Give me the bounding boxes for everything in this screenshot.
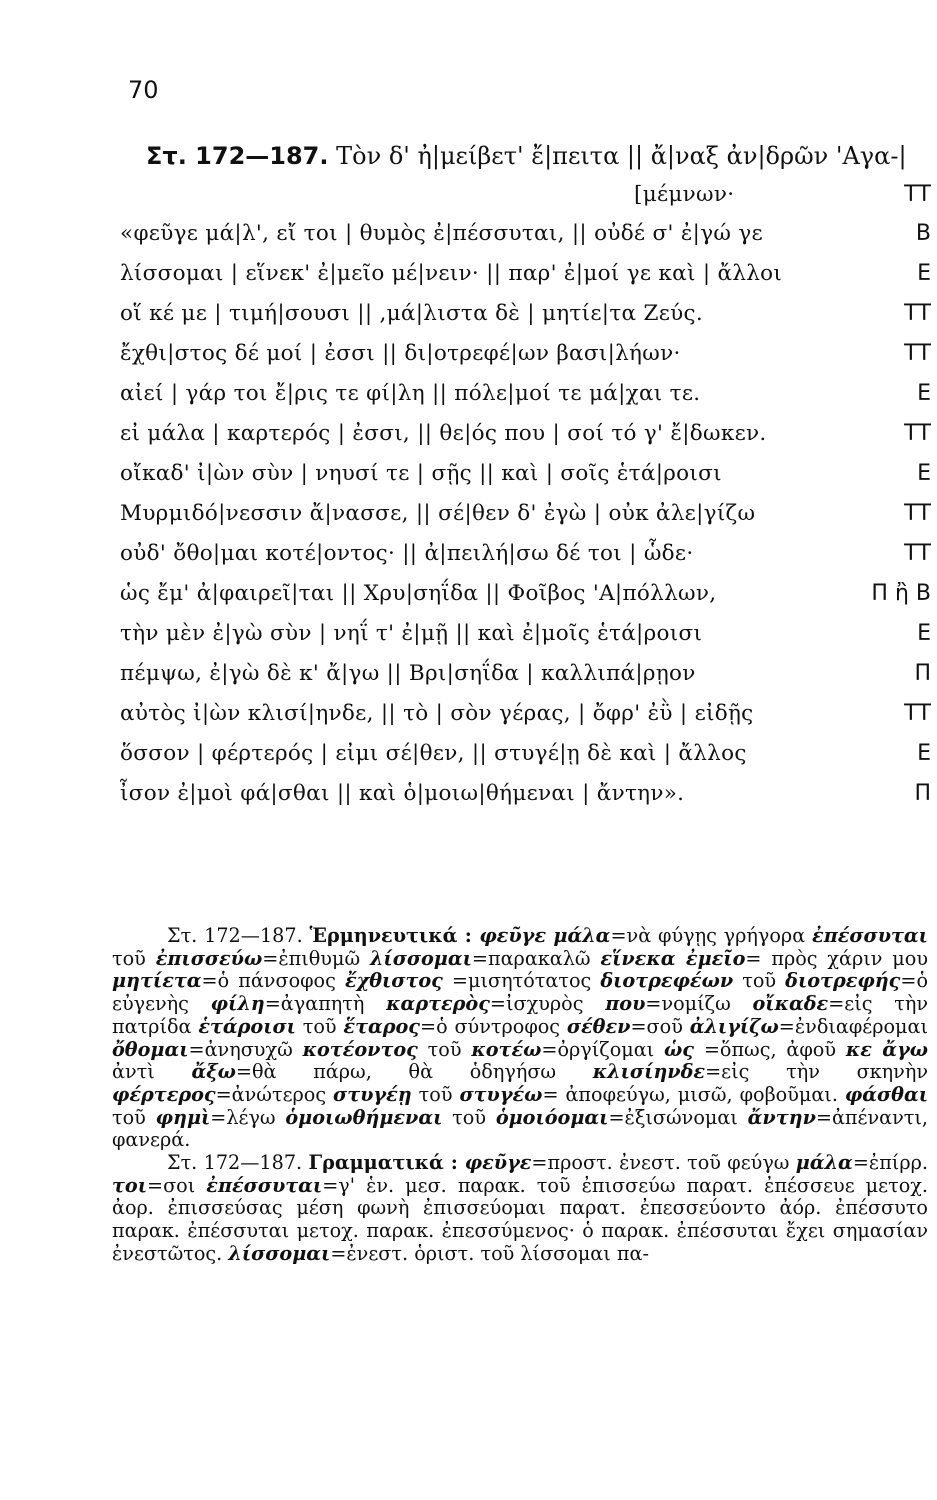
- section-heading-label: Στ. 172—187.: [146, 142, 329, 170]
- glossed-term: ἑτάροισι: [198, 1014, 296, 1038]
- verse-line: οἴκαδ' ἰ|ὼν σὺν | νηυσί τε | σῇς || καὶ | σοῖς ἑτά|ροισι: [120, 461, 722, 486]
- glossed-term: ὁμοιόομαι: [495, 1105, 609, 1129]
- verse-line: «φεῦγε μά|λ', εἴ τοι | θυμὸς ἐ|πέσσυται, || οὐδέ σ' ἐ|γώ γε: [120, 221, 763, 246]
- verse-line: οὐδ' ὄθο|μαι κοτέ|οντος· || ἀ|πειλή|σω δέ τοι | ὧδε·: [120, 541, 694, 566]
- note-text: τοῦ: [295, 1014, 344, 1038]
- meter-mark: ΤΤ: [904, 421, 931, 446]
- meter-mark: Ε: [917, 621, 931, 646]
- section-heading: [146, 142, 907, 170]
- grammatika-paragraph: [112, 1152, 928, 1266]
- meter-mark: Π: [914, 781, 931, 806]
- note-text: τοῦ: [733, 969, 786, 993]
- meter-mark: ΤΤ: [904, 501, 931, 526]
- glossed-term: ἐπέσσυται: [206, 1173, 323, 1197]
- meter-mark: ΤΤ: [904, 341, 931, 366]
- note-text: =ἐξισώνομαι: [608, 1105, 748, 1129]
- glossed-term: ἐπέσσυται: [812, 924, 928, 947]
- glossed-term: φάσθαι: [844, 1082, 929, 1106]
- meter-mark: Π ἢ Β: [871, 581, 931, 606]
- meter-mark: ΤΤ: [904, 541, 931, 566]
- glossed-term: εἵνεκα ἐμεῖο: [600, 946, 746, 970]
- verse-line: ὅσσον | φέρτερός | εἰμι σέ|θεν, || στυγέ|ῃ δὲ καὶ | ἄλλος: [120, 741, 747, 766]
- verse-line: οἵ κέ με | τιμή|σουσι || ,μά|λιστα δὲ | μητίε|τα Ζεύς.: [120, 301, 703, 326]
- verse-line: Μυρμιδό|νεσσιν ἄ|νασσε, || σέ|θεν δ' ἐγὼ | οὐκ ἀλε|γίζω: [120, 501, 756, 526]
- glossed-term: φέρτερος: [112, 1082, 216, 1106]
- meter-mark: Ε: [917, 741, 931, 766]
- glossed-term: ἔχθιστος: [344, 969, 443, 993]
- glossed-term: στυγέω: [459, 1082, 543, 1106]
- glossed-term: στυγέῃ: [333, 1082, 412, 1106]
- note-text: =ὅπως, ἀφοῦ: [693, 1037, 846, 1061]
- note-text: τοῦ: [411, 1082, 460, 1106]
- verse-line: ἔχθι|στος δέ μοί | ἐσσι || δι|οτρεφέ|ων βασι|λήων·: [120, 341, 681, 366]
- note-text: =νομίζω: [645, 992, 753, 1016]
- glossed-term: διοτρεφέων: [600, 969, 734, 993]
- note-text: =εἰς τὴν πατρίδα: [112, 992, 928, 1038]
- section-label: Γραμματικά :: [308, 1151, 465, 1175]
- meter-mark: Ε: [917, 381, 931, 406]
- note-text: =ἀνώτερος: [215, 1082, 334, 1106]
- glossed-term: καρτερὸς: [386, 992, 490, 1016]
- glossed-term: φεῦγε: [464, 1151, 532, 1175]
- verse-line: εἰ μάλα | καρτερός | ἐσσι, || θε|ός που | σοί τό γ' ἔ|δωκεν.: [120, 421, 767, 446]
- verse-line: πέμψω, ἐ|γὼ δὲ κ' ἄ|γω || Βρι|σηΐδα | καλλιπά|ρῃον: [120, 661, 696, 686]
- meter-mark: ΤΤ: [904, 701, 931, 726]
- verse-line: ἶσον ἐ|μοὶ φά|σθαι || καὶ ὁ|μοιω|θήμεναι | ἄντην».: [120, 781, 685, 806]
- glossed-term: οἴκαδε: [752, 992, 829, 1016]
- note-text: =θὰ πάρω, θὰ ὁδηγήσω: [235, 1060, 593, 1084]
- note-text: τοῦ: [417, 1037, 472, 1061]
- note-text: =γ' ἑν. μεσ. παρακ. τοῦ ἐπισσεύω παρατ. ἐπέσσευε μετοχ. ἀορ. ἐπισσεύσας μέση φωνὴ ἐπισσεύομαι παρατ. ἐπεσσεύοντο ἀόρ. ἐπέσσυτο παρακ. ἐπέσσυται μετοχ. παρακ. ἐπεσσύμενος· ὁ παρακ. ἐπέσσυται ἔχει σημασίαν ἐνεστῶτος.: [112, 1173, 928, 1265]
- glossed-term: ἐπισσεύω: [155, 946, 263, 970]
- verse-line: λίσσομαι | εἵνεκ' ἐ|μεῖο μέ|νειν· || παρ' ἐ|μοί γε καὶ | ἄλλοι: [120, 261, 783, 286]
- glossed-term: κλισίηνδε: [592, 1060, 706, 1084]
- meter-mark: ΤΤ: [904, 182, 931, 207]
- note-text: =ἐπιθυμῶ: [262, 946, 370, 970]
- glossed-term: ἄξω: [191, 1060, 236, 1084]
- section-label: Ἑρμηνευτικά :: [309, 924, 480, 947]
- glossed-term: ὡς: [664, 1037, 694, 1061]
- glossed-term: ἕταρος: [343, 1014, 420, 1038]
- glossed-term: φίλη: [210, 992, 265, 1016]
- note-text: τοῦ: [112, 946, 156, 970]
- hermeneutika-paragraph: [112, 925, 928, 1152]
- glossed-term: ἄντην: [747, 1105, 816, 1129]
- note-text: =σοι: [147, 1173, 207, 1197]
- meter-mark: Β: [915, 221, 931, 246]
- note-text: =λέγω: [210, 1105, 286, 1129]
- note-text: =ἰσχυρὸς: [489, 992, 606, 1016]
- note-text: Στ. 172—187.: [167, 1151, 309, 1175]
- glossed-term: που: [605, 992, 646, 1016]
- note-text: =ἀπέναντι, φανερά.: [112, 1105, 928, 1152]
- glossed-term: λίσσομαι: [228, 1241, 331, 1265]
- glossed-term: ὁμοιωθήμεναι: [285, 1105, 443, 1129]
- note-text: =μισητότατος: [442, 969, 601, 993]
- glossed-term: διοτρεφής: [785, 969, 901, 993]
- verse-line: [μέμνων·: [634, 182, 735, 207]
- note-text: =προστ. ἐνεστ. τοῦ φεύγω: [531, 1151, 796, 1175]
- commentary-notes: [112, 925, 928, 1266]
- glossed-term: λίσσομαι: [369, 946, 472, 970]
- verse-line: αὐτὸς ἰ|ὼν κλισί|ηνδε, || τὸ | σὸν γέρας, | ὄφρ' ἐῢ | εἰδῇς: [120, 701, 754, 726]
- glossed-term: φεῦγε μάλα: [479, 924, 611, 947]
- note-text: Στ. 172—187.: [167, 924, 310, 947]
- glossed-term: φημὶ: [155, 1105, 211, 1129]
- note-text: =ὀργίζομαι: [541, 1037, 665, 1061]
- glossed-term: ὄθομαι: [112, 1037, 189, 1061]
- glossed-term: μάλα: [795, 1151, 853, 1175]
- note-text: =νὰ φύγῃς γρήγορα: [610, 924, 813, 947]
- note-text: =παρακαλῶ: [471, 946, 601, 970]
- glossed-term: ἀλιγίζω: [689, 1014, 779, 1038]
- meter-mark: ΤΤ: [904, 301, 931, 326]
- glossed-term: κε ἄγω: [845, 1037, 929, 1061]
- note-text: =ὁ εὐγενὴς: [112, 969, 929, 1016]
- page-number: 70: [128, 76, 159, 104]
- note-text: =σοῦ: [630, 1014, 690, 1038]
- meter-mark: Ε: [917, 261, 931, 286]
- verse-line: τὴν μὲν ἐ|γὼ σὺν | νηΐ τ' ἐ|μῇ || καὶ ἐ|μοῖς ἑτά|ροισι: [120, 621, 703, 646]
- verse-line: ὡς ἔμ' ἀ|φαιρεῖ|ται || Χρυ|σηΐδα || Φοῖβος 'Α|πόλλων,: [120, 581, 717, 606]
- note-text: = ἀποφεύγω, μισῶ, φοβοῦμαι.: [542, 1082, 845, 1106]
- glossed-term: μητίετα: [112, 969, 202, 993]
- meter-mark: Ε: [917, 461, 931, 486]
- note-text: =ἐνδιαφέρομαι: [778, 1014, 929, 1038]
- glossed-term: σέθεν: [566, 1014, 631, 1038]
- note-text: ἀντὶ: [112, 1060, 192, 1084]
- note-text: =ἐνεστ. ὁριστ. τοῦ λίσσομαι πα-: [330, 1241, 649, 1265]
- note-text: =ἀνησυχῶ: [188, 1037, 303, 1061]
- note-text: =εἰς τὴν σκηνὴν: [705, 1060, 928, 1084]
- note-text: =ὁ πάνσοφος: [201, 969, 345, 993]
- note-text: =ἐπίρρ.: [852, 1151, 928, 1175]
- verse-line: αἰεί | γάρ τοι ἔ|ρις τε φί|λη || πόλε|μοί τε μά|χαι τε.: [120, 381, 701, 406]
- note-text: =ἀγαπητὴ: [264, 992, 387, 1016]
- glossed-term: κοτέω: [471, 1037, 542, 1061]
- meter-mark: Π: [914, 661, 931, 686]
- note-text: =ὁ σύντροφος: [420, 1014, 567, 1038]
- note-text: = πρὸς χάριν μου: [745, 946, 928, 970]
- glossed-term: κοτέοντος: [302, 1037, 418, 1061]
- glossed-term: τοι: [112, 1173, 147, 1197]
- note-text: τοῦ: [442, 1105, 496, 1129]
- section-heading-text: Τὸν δ' ἠ|μείβετ' ἔ|πειτα || ἄ|ναξ ἀν|δρῶν 'Αγα-|: [336, 142, 907, 170]
- note-text: τοῦ: [112, 1105, 156, 1129]
